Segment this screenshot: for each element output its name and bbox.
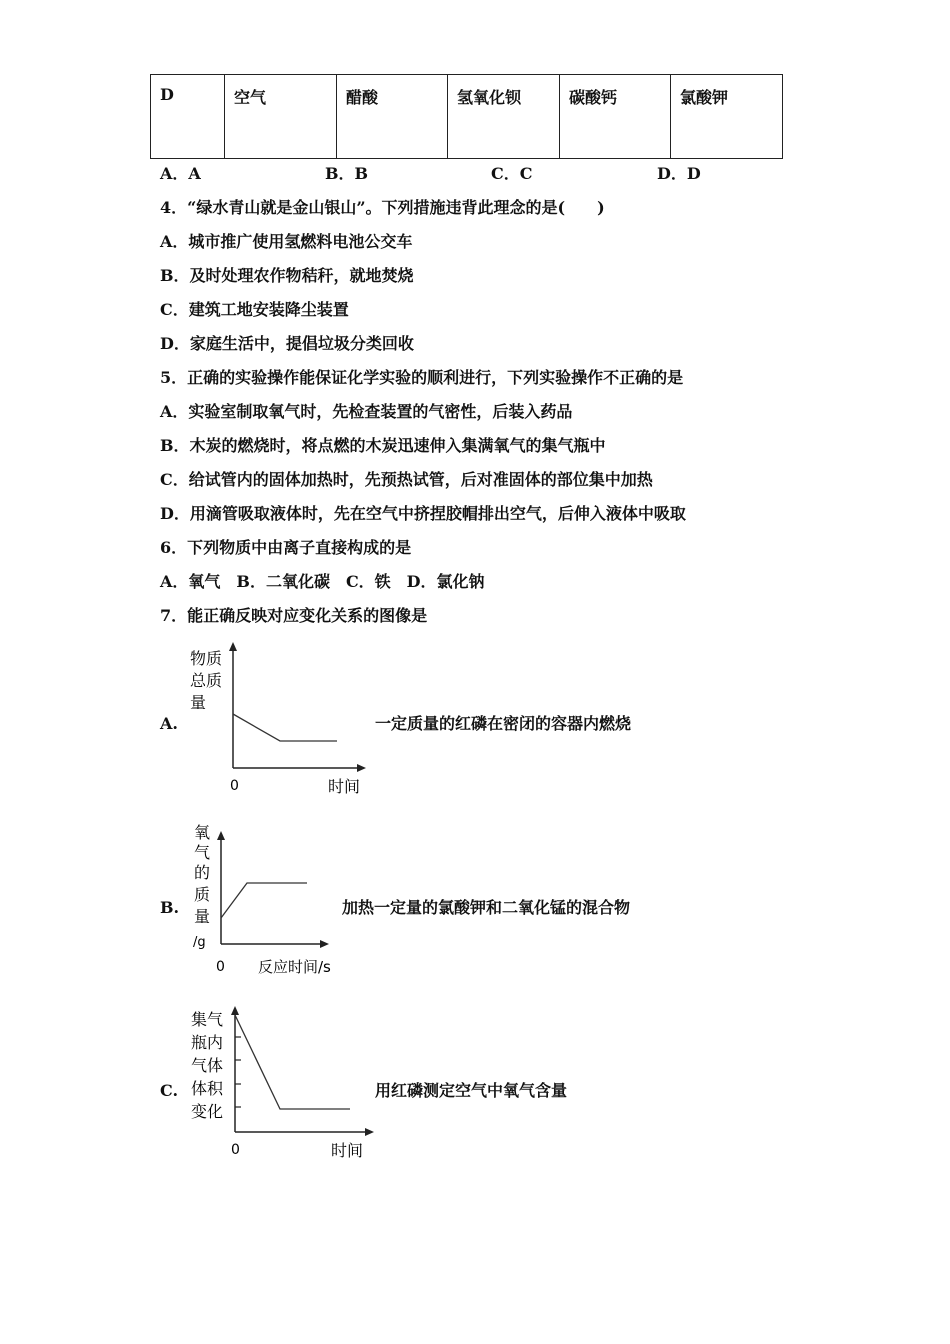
table-row bbox=[151, 75, 783, 159]
origin-label: 0 bbox=[230, 778, 239, 794]
q5-option-a[interactable]: A．实验室制取氧气时，先检查装置的气密性，后装入药品 bbox=[160, 402, 573, 421]
q7-stem: 7．能正确反映对应变化关系的图像是 bbox=[160, 606, 428, 625]
q4-option-c[interactable]: C．建筑工地安装降尘装置 bbox=[160, 300, 349, 319]
curve-line bbox=[235, 1015, 350, 1109]
y-label-line: 氧 bbox=[194, 823, 211, 842]
q7-graph-a bbox=[180, 640, 380, 800]
y-label-line: 量 bbox=[190, 693, 207, 712]
x-axis-label: 时间 bbox=[328, 777, 361, 796]
q4-option-d[interactable]: D．家庭生活中，提倡垃圾分类回收 bbox=[160, 334, 414, 353]
curve-line bbox=[221, 883, 307, 918]
y-label-line: 气体 bbox=[191, 1056, 224, 1075]
q5-option-b[interactable]: B．木炭的燃烧时，将点燃的木炭迅速伸入集满氧气的集气瓶中 bbox=[160, 436, 606, 455]
y-axis-arrow-icon bbox=[217, 831, 225, 840]
table-cell: 空气 bbox=[225, 75, 337, 159]
x-axis-arrow-icon bbox=[357, 764, 366, 772]
y-label-line: 体积 bbox=[191, 1079, 224, 1098]
q7-option-a-label[interactable]: A. bbox=[160, 714, 178, 733]
q7-option-b-label[interactable]: B. bbox=[160, 898, 180, 917]
q4-option-a[interactable]: A．城市推广使用氢燃料电池公交车 bbox=[160, 232, 413, 251]
q5-option-c[interactable]: C．给试管内的固体加热时，先预热试管，后对准固体的部位集中加热 bbox=[160, 470, 653, 489]
origin-label: 0 bbox=[231, 1142, 240, 1158]
y-label-line: 集气 bbox=[191, 1010, 224, 1029]
y-label-line: 总质 bbox=[190, 671, 223, 690]
table-cell: 氯酸钾 bbox=[671, 75, 783, 159]
y-label-line: 气 bbox=[194, 843, 211, 862]
q3-option-d[interactable]: D．D bbox=[657, 164, 701, 183]
x-axis-label: 反应时间/s bbox=[258, 958, 331, 976]
q7-graph-b-caption: 加热一定量的氯酸钾和二氧化锰的混合物 bbox=[342, 898, 631, 917]
y-label-line: 量 bbox=[194, 907, 211, 926]
q5-option-d[interactable]: D．用滴管吸取液体时，先在空气中挤捏胶帽排出空气，后伸入液体中吸取 bbox=[160, 504, 686, 523]
q7-graph-a-caption: 一定质量的红磷在密闭的容器内燃烧 bbox=[375, 714, 632, 733]
table-cell: D bbox=[151, 75, 225, 159]
q7-option-c-label[interactable]: C. bbox=[160, 1081, 179, 1100]
x-axis-arrow-icon bbox=[320, 940, 329, 948]
y-label-line: 变化 bbox=[191, 1102, 224, 1121]
q6-stem: 6．下列物质中由离子直接构成的是 bbox=[160, 538, 412, 557]
q7-graph-b bbox=[185, 822, 355, 982]
y-axis-arrow-icon bbox=[231, 1006, 239, 1015]
q4-stem: 4．“绿水青山就是金山银山”。下列措施违背此理念的是( ) bbox=[160, 198, 605, 217]
q7-graph-c-caption: 用红磷测定空气中氧气含量 bbox=[375, 1081, 568, 1100]
x-axis-arrow-icon bbox=[365, 1128, 374, 1136]
y-label-line: 的 bbox=[194, 863, 211, 882]
y-label-unit: /g bbox=[193, 935, 206, 950]
q6-options[interactable]: A．氧气 B．二氧化碳 C．铁 D．氯化钠 bbox=[160, 572, 485, 591]
q7-graph-c bbox=[185, 1003, 385, 1163]
table-cell: 碳酸钙 bbox=[560, 75, 671, 159]
q5-stem: 5．正确的实验操作能保证化学实验的顺利进行，下列实验操作不正确的是 bbox=[160, 368, 684, 387]
options-table bbox=[150, 74, 783, 159]
y-label-line: 质 bbox=[194, 885, 211, 904]
curve-line bbox=[233, 714, 337, 741]
x-axis-label: 时间 bbox=[331, 1141, 364, 1160]
q3-option-b[interactable]: B．B bbox=[325, 164, 369, 183]
q3-option-c[interactable]: C．C bbox=[491, 164, 533, 183]
origin-label: 0 bbox=[216, 959, 225, 975]
y-label-line: 瓶内 bbox=[191, 1033, 224, 1052]
table-cell: 醋酸 bbox=[337, 75, 448, 159]
q4-option-b[interactable]: B．及时处理农作物秸秆，就地焚烧 bbox=[160, 266, 414, 285]
table-cell: 氢氧化钡 bbox=[448, 75, 560, 159]
y-label-line: 物质 bbox=[190, 649, 223, 668]
y-axis-arrow-icon bbox=[229, 642, 237, 651]
q3-option-a[interactable]: A．A bbox=[160, 164, 201, 183]
